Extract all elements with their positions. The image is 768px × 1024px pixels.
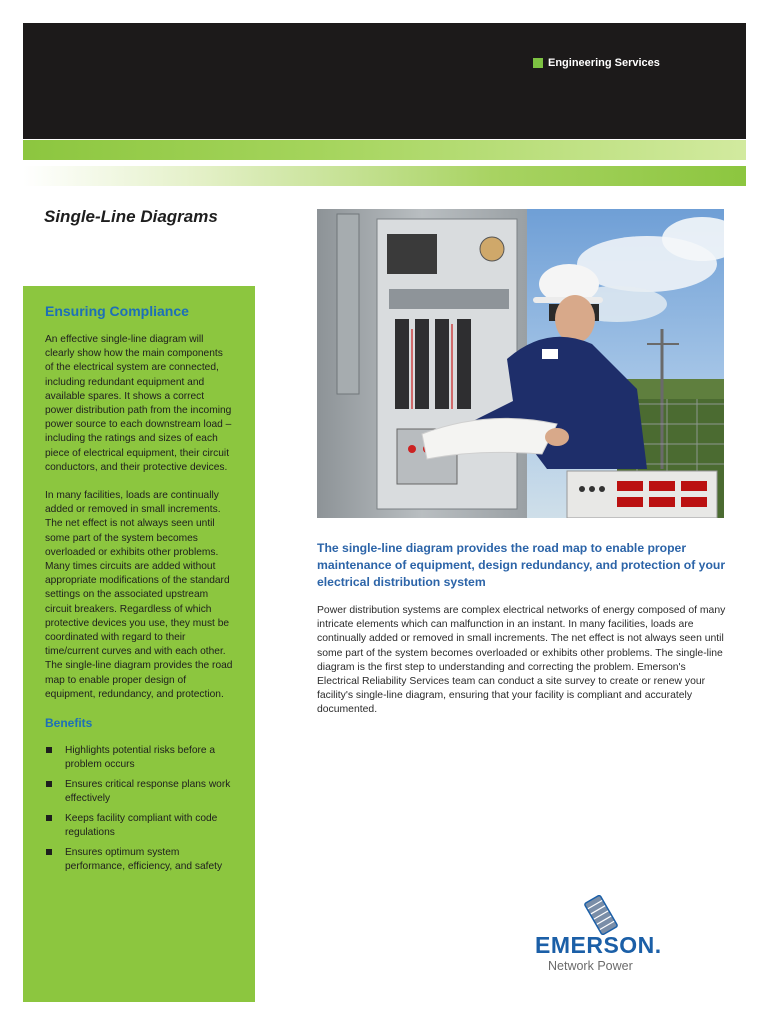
sidebar-paragraph: An effective single-line diagram will clearly show how the main components of the electrical system are connected, including redundant equipment and available spares. It shows a correct power distribution path from the incoming power source to each downstream load – including the ratings and sizes of each piece of electrical equipment, their circuit conductors, and their protective devices.	[45, 334, 232, 473]
benefit-item: Highlights potential risks before a problem occurs	[45, 744, 233, 771]
sidebar-heading: Ensuring Compliance	[45, 303, 189, 319]
callout-text: The single-line diagram provides the road map to enable proper maintenance of equipment, design redundancy, and protection of your electrical distribution system	[317, 541, 726, 589]
benefit-item: Ensures optimum system performance, efficiency, and safety	[45, 846, 233, 873]
logo-subtitle: Network Power	[548, 959, 633, 973]
sidebar-panel	[23, 286, 255, 1002]
emerson-logo-icon	[533, 895, 673, 935]
logo-wordmark: EMERSON.	[535, 932, 662, 958]
page-title: Single-Line Diagrams	[44, 207, 218, 226]
technician-at-electrical-panel-photo	[317, 209, 724, 518]
emerson-logo	[533, 895, 673, 977]
header-bar	[23, 23, 746, 139]
technician-photo	[317, 209, 724, 518]
green-gradient-stripe-top	[23, 140, 746, 160]
header-tag-label: Engineering Services	[548, 57, 660, 69]
benefit-item: Keeps facility compliant with code regulations	[45, 812, 233, 839]
square-bullet-icon	[46, 747, 52, 753]
benefits-heading: Benefits	[45, 716, 93, 731]
benefits-list	[45, 744, 233, 873]
sidebar-paragraph: In many facilities, loads are continually added or removed in small increments. The net effect is not always seen until some part of the system becomes overloaded or exhibits other problems. Many times circuits are added without appropriate modifications of the standard settings on the associated upstream circuit breakers. Regardless of which protective devices you use, they must be coordinated with regard to their time/current curves and with each other. The single-line diagram provides the road map to enable proper design of equipment, redundancy, and protection.	[45, 490, 233, 700]
square-bullet-icon	[46, 781, 52, 787]
square-bullet-icon	[46, 849, 52, 855]
green-gradient-stripe-bottom	[23, 166, 746, 186]
green-square-icon	[533, 58, 543, 68]
benefit-item: Ensures critical response plans work effectively	[45, 778, 233, 805]
square-bullet-icon	[46, 815, 52, 821]
body-text: Power distribution systems are complex electrical networks of energy composed of many intricate elements which can malfunction in an instant. In many facilities, loads are continually added or removed in small increments. The net effect is not always seen until some part of the system becomes overloaded or exhibits other problems. The single-line diagram is the first step to understanding and correcting the problem. Emerson's Electrical Reliability Services team can conduct a site survey to create or renew your facility's single-line diagram, ensuring that your facility is compliant and accurately documented.	[317, 605, 726, 716]
header-tag	[533, 57, 660, 69]
